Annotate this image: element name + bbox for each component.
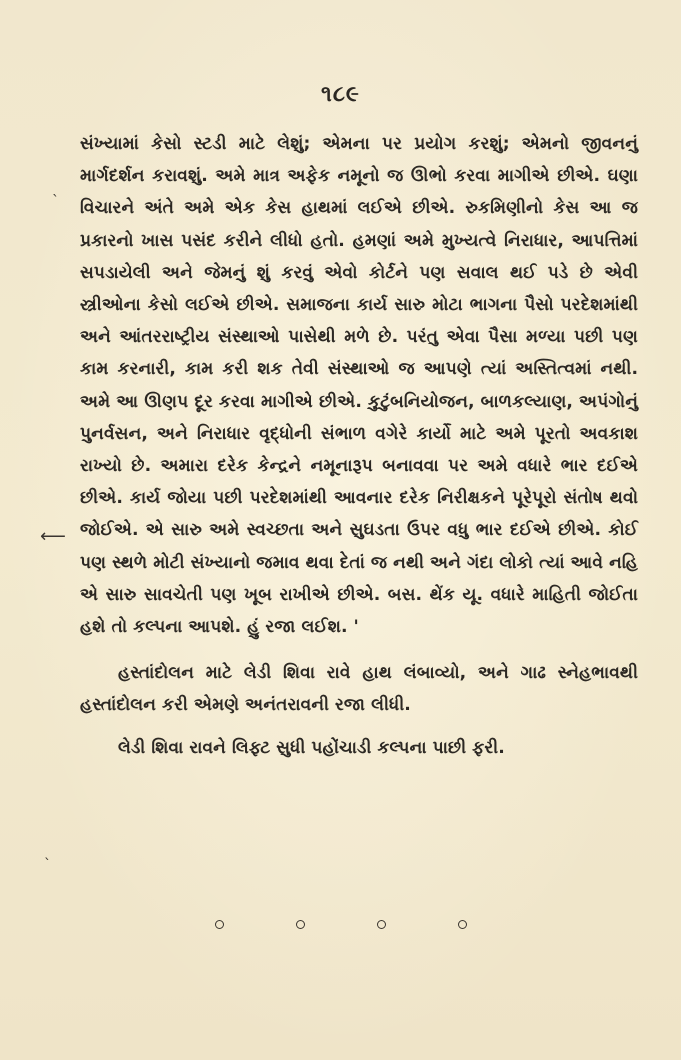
margin-tick-mark: ˋ: [44, 857, 51, 873]
separator-dot: [296, 920, 305, 929]
separator-dot: [215, 920, 224, 929]
page-body: [80, 128, 638, 764]
margin-tick-mark: ˎ: [52, 181, 59, 197]
separator-dot: [458, 920, 467, 929]
separator-dot: [377, 920, 386, 929]
paragraph-3: લેડી શિવા રાવને લિફ્ટ સુધી પહોંચાડી કલ્પના પાછી ફરી.: [118, 737, 505, 758]
margin-arrow-mark: ⟵: [40, 526, 66, 547]
paragraph-1: સંખ્યામાં કેસો સ્ટડી માટે લેશું; એમના પર પ્રયોગ કરશું; એમનો જીવનનું માર્ગદર્શન કરાવશું. અમે માત્ર અફેક નમૂનો જ ઊભો કરવા માગીએ છીએ. ઘણા વિચારને અંતે અમે એક કેસ હાથમાં લઈએ છીએ. રુકમિણીનો કેસ આ જ પ્રકારનો ખાસ પસંદ કરીને લીધો હતો. હમણાં અમે મુખ્યત્વે નિરાધાર, આપત્તિમાં સપડાયેલી અને જેમનું શું કરવું એવો કોર્ટને પણ સવાલ થઈ પડે છે એવી સ્ત્રીઓના કેસો લઈએ છીએ. સમાજના કાર્ય સારુ મોટા ભાગના પૈસો પરદેશમાંથી અને આંતરરાષ્ટ્રીય સંસ્થાઓ પાસેથી મળે છે. પરંતુ એવા પૈસા મળ્યા પછી પણ કામ કરનારી, કામ કરી શક તેવી સંસ્થાઓ જ આપણે ત્યાં અસ્તિત્વમાં નથી. અમે આ ઊણપ દૂર કરવા માગીએ છીએ. કુટુંબનિયોજન, બાળકલ્યાણ, અપંગોનું પુનર્વસન, અને નિરાધાર વૃદ્ધોની સંભાળ વગેરે કાર્યો માટે અમે પૂરતો અવકાશ રાખ્યો છે. અમારા દરેક કેન્દ્રને નમૂનારૂપ બનાવવા પર અમે વધારે ભાર દઈએ છીએ. કાર્ય જોયા પછી પરદેશમાંથી આવનાર દરેક નિરીક્ષકને પૂરેપૂરો સંતોષ થવો જોઈએ. એ સારુ અમે સ્વચ્છતા અને સુઘડતા ઉપર વધુ ભાર દઈએ છીએ. કોઈ પણ સ્થળે મોટી સંખ્યાનો જમાવ થવા દેતાં જ નથી અને ગંદા લોકો ત્યાં આવે નહિ એ સારુ સાવચેતી પણ ખૂબ રાખીએ છીએ. બસ. થેંક યૂ. વધારે માહિતી જોઈતા હશે તો કલ્પના આપશે. હું રજા લઈશ. ': [80, 134, 639, 638]
page-number: ૧૮૯: [321, 82, 360, 107]
section-separator: [0, 920, 681, 929]
paragraph-2: હસ્તાંદોલન માટે લેડી શિવા રાવે હાથ લંબાવ્યો, અને ગાઢ સ્નેહભાવથી હસ્તાંદોલન કરી એમણે અનંતરાવની રજા લીધી.: [80, 663, 638, 716]
